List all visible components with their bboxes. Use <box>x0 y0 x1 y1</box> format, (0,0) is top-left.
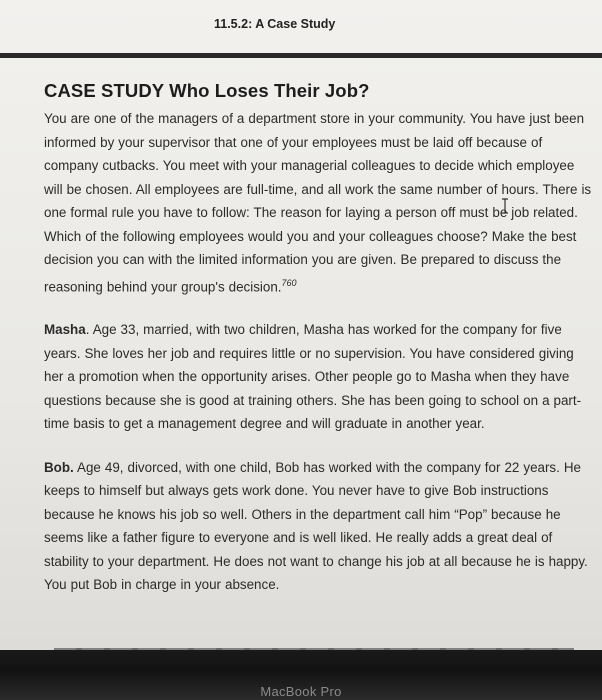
text-cursor-icon <box>500 198 510 214</box>
document-header <box>0 0 602 58</box>
case-study-content <box>44 80 592 597</box>
footnote-reference[interactable]: 760 <box>281 277 297 288</box>
employee-bio: Age 49, divorced, with one child, Bob has worked with the company for 22 years. He keeps to himself but always gets work done. You never have to give Bob instructions because he knows his job so well. Others in the department call him “Pop” because he seems like a father figure to everyone and is well liked. He really adds a great deal of stability to your department. He does not want to change his job at all because he is happy. You put Bob in charge in your absence. <box>44 459 588 593</box>
employee-bio: Age 33, married, with two children, Masha has worked for the company for five years. She loves her job and requires little or no supervision. You have considered giving her a promotion when the opportunity arises. Other people go to Masha when they have questions because she is good at training others. She has been going to school on a part-time basis to get a management degree and will graduate in another year. <box>44 322 582 432</box>
employee-name: Bob. <box>44 459 74 475</box>
document-title: 11.5.2: A Case Study <box>214 17 336 31</box>
laptop-brand-label: MacBook Pro <box>260 684 342 699</box>
header-divider <box>0 53 602 58</box>
case-study-heading: CASE STUDY Who Loses Their Job? <box>44 80 370 101</box>
employee-name: Masha <box>44 322 86 338</box>
employee-paragraph-bob <box>44 456 592 597</box>
intro-text: You are one of the managers of a department store in your community. You have just been informed by your supervisor that one of your employees must be laid off because of company cutbacks. You meet with your managerial colleagues to decide which employee will be chosen. All employees are full-time, and all work the same number of hours. There is one formal rule you have to follow: The reason for laying a person off must be job related. Which of the following employees would you and your colleagues choose? Make the best decision you can with the limited information you are given. Be prepared to discuss the reasoning behind your group's decision. <box>44 111 592 294</box>
employee-paragraph-masha: Masha. Age 33, married, with two children, Masha has worked for the company for five years. She loves her job and requires little or no supervision. You have considered giving her a promotion when the opportunity arises. Other people go to Masha when they have questions because she is good at training others. She has been going to school on a part-time basis to get a management degree and will graduate in another year. <box>44 322 582 432</box>
